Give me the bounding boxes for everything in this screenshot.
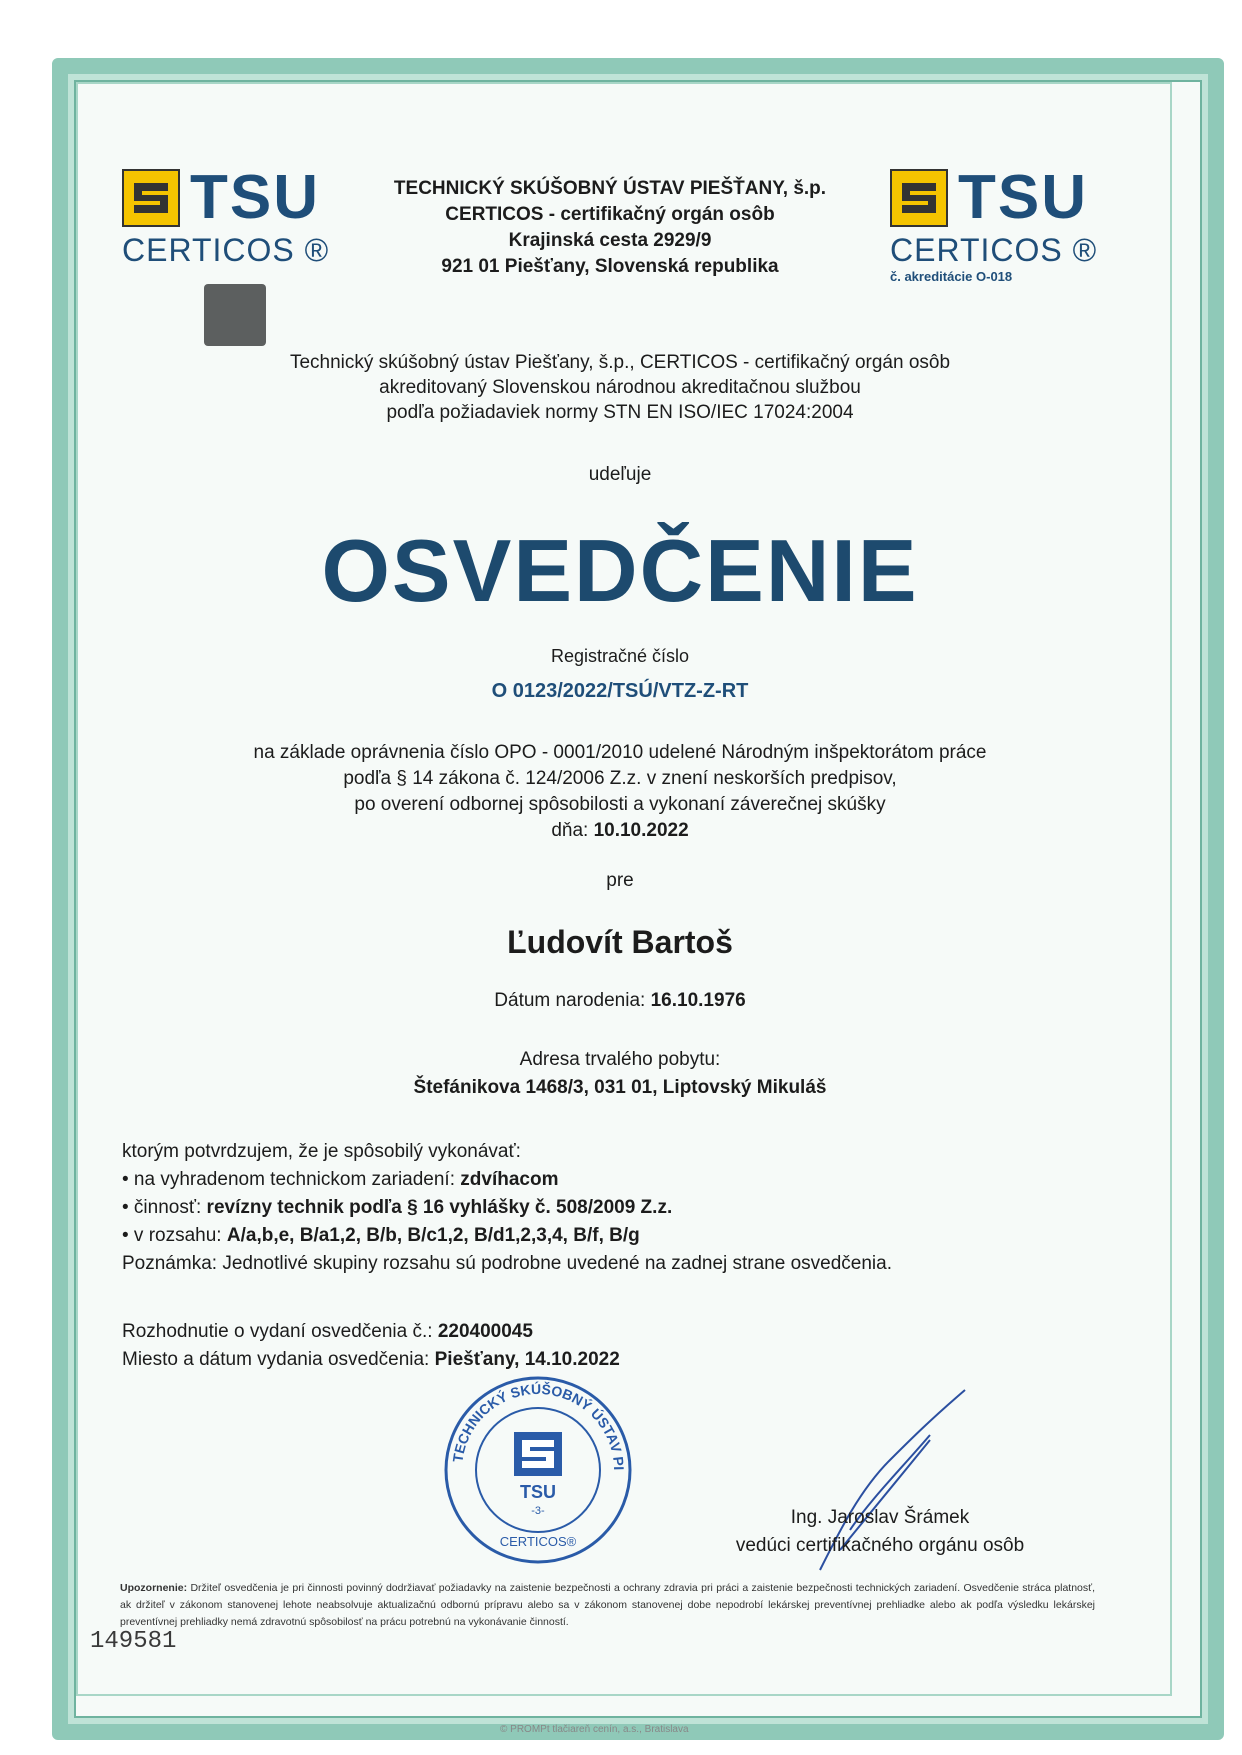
address-block	[120, 1046, 1120, 1102]
activity-label: • činnosť:	[122, 1197, 202, 1218]
intro-line: podľa požiadaviek normy STN EN ISO/IEC 17024:2004	[386, 402, 854, 423]
decision-line	[122, 1318, 620, 1346]
activity-value: revízny technik podľa § 16 vyhlášky č. 508/2009 Z.z.	[206, 1197, 673, 1218]
accreditation-number: č. akreditácie O-018	[890, 269, 1013, 284]
issuer-city: 921 01 Piešťany, Slovenská republika	[441, 256, 779, 277]
issue-place-date: Piešťany, 14.10.2022	[434, 1349, 620, 1370]
stamp-bottom: CERTICOS®	[499, 1534, 577, 1549]
birth-date-line	[120, 990, 1120, 1012]
logo-brand: TSU	[958, 163, 1088, 232]
scope-line	[122, 1222, 1082, 1250]
issuer-name: TECHNICKÝ SKÚŠOBNÝ ÚSTAV PIEŠŤANY, š.p.	[393, 178, 827, 199]
birth-date-label: Dátum narodenia:	[494, 990, 646, 1011]
decision-number: 220400045	[437, 1321, 533, 1342]
address: Štefánikova 1468/3, 031 01, Liptovský Mikuláš	[413, 1077, 827, 1098]
stamp-center: TSU	[520, 1482, 556, 1502]
logo-sub: CERTICOS ®	[122, 232, 330, 268]
issuer-body: CERTICOS - certifikačný orgán osôb	[445, 204, 775, 225]
device-label: • na vyhradenom technickom zariadení:	[122, 1169, 455, 1190]
registration-number: O 0123/2022/TSÚ/VTZ-Z-RT	[491, 680, 749, 702]
details-intro: ktorým potvrdzujem, že je spôsobilý vykonávať:	[122, 1141, 521, 1162]
device-value: zdvíhacom	[460, 1169, 559, 1190]
grants-text: udeľuje	[588, 464, 652, 485]
basis-line: na základe oprávnenia číslo OPO - 0001/2010 udelené Národným inšpektorátom práce	[253, 742, 987, 763]
for-text: pre	[606, 870, 634, 891]
activity-line	[122, 1194, 1082, 1222]
registration-label: Registračné číslo	[550, 646, 690, 666]
holder-name: Ľudovít Bartoš	[507, 924, 733, 960]
logo-brand: TSU	[190, 163, 320, 232]
stamp-number: -3-	[531, 1505, 545, 1517]
redaction-mark	[204, 284, 266, 346]
warning-label: Upozornenie:	[120, 1582, 188, 1594]
stamp-ring-text: TECHNICKÝ SKÚŠOBNÝ ÚSTAV PI	[449, 1380, 628, 1471]
issuer-header	[330, 176, 890, 280]
warning-text: Držiteľ osvedčenia je pri činnosti povinný dodržiavať požiadavky na zaistenie bezpečnosti a ochrany zdravia pri práci a zaistenie bezpečnosti technických zariadení. Osvedčenie stráca platnosť, ak držiteľ v zákonom stanovenej lehote neabsolvuje aktualizačnú odbornú prípravu alebo sa v zákonom stanovenej dobe nepodrobí lekárskej preventívnej prehliadke alebo ak podľa výsledku lekárskej preventívnej prehliadky nemá zdravotnú spôsobilosť na prácu potrebnú na vykonávanie činností.	[120, 1582, 1095, 1628]
signer-block	[700, 1504, 1060, 1560]
decision-block	[122, 1318, 620, 1374]
logo-sub: CERTICOS ®	[890, 232, 1098, 268]
decision-label: Rozhodnutie o vydaní osvedčenia č.:	[122, 1321, 433, 1342]
device-line	[122, 1166, 1082, 1194]
certificate-title: OSVEDČENIE	[321, 521, 919, 620]
scope-label: • v rozsahu:	[122, 1225, 222, 1246]
serial-number: 149581	[90, 1628, 177, 1655]
note: Poznámka: Jednotlivé skupiny rozsahu sú podrobne uvedené na zadnej strane osvedčenia.	[122, 1253, 893, 1274]
tsu-logo-left	[122, 163, 330, 269]
intro-line: akreditovaný Slovenskou národnou akreditačnou službou	[379, 377, 861, 398]
warning-notice	[120, 1580, 1095, 1631]
intro-line: Technický skúšobný ústav Piešťany, š.p., CERTICOS - certifikačný orgán osôb	[289, 352, 951, 373]
competence-details	[122, 1138, 1082, 1278]
printer-imprint: © PROMPt tlačiareň cenín, a.s., Bratislava	[500, 1724, 689, 1735]
official-stamp	[438, 1370, 638, 1570]
signer-title: vedúci certifikačného orgánu osôb	[735, 1535, 1025, 1556]
issuer-intro	[120, 350, 1120, 425]
issue-label: Miesto a dátum vydania osvedčenia:	[122, 1349, 430, 1370]
legal-basis	[120, 740, 1120, 844]
address-label: Adresa trvalého pobytu:	[519, 1049, 721, 1070]
scope-value: A/a,b,e, B/a1,2, B/b, B/c1,2, B/d1,2,3,4, B/f, B/g	[226, 1225, 640, 1246]
basis-line: podľa § 14 zákona č. 124/2006 Z.z. v znení neskorších predpisov,	[343, 768, 897, 789]
exam-date-line	[120, 818, 1120, 844]
exam-date: 10.10.2022	[593, 820, 689, 841]
birth-date: 16.10.1976	[650, 990, 746, 1011]
basis-line: po overení odbornej spôsobilosti a vykonaní záverečnej skúšky	[354, 794, 886, 815]
tsu-logo-right	[890, 163, 1098, 284]
signer-name: Ing. Jaroslav Šrámek	[790, 1507, 970, 1528]
issuer-street: Krajinská cesta 2929/9	[508, 230, 712, 251]
tsu-logo-icon	[890, 169, 948, 227]
exam-date-label: dňa:	[551, 820, 589, 841]
tsu-logo-icon	[122, 169, 180, 227]
